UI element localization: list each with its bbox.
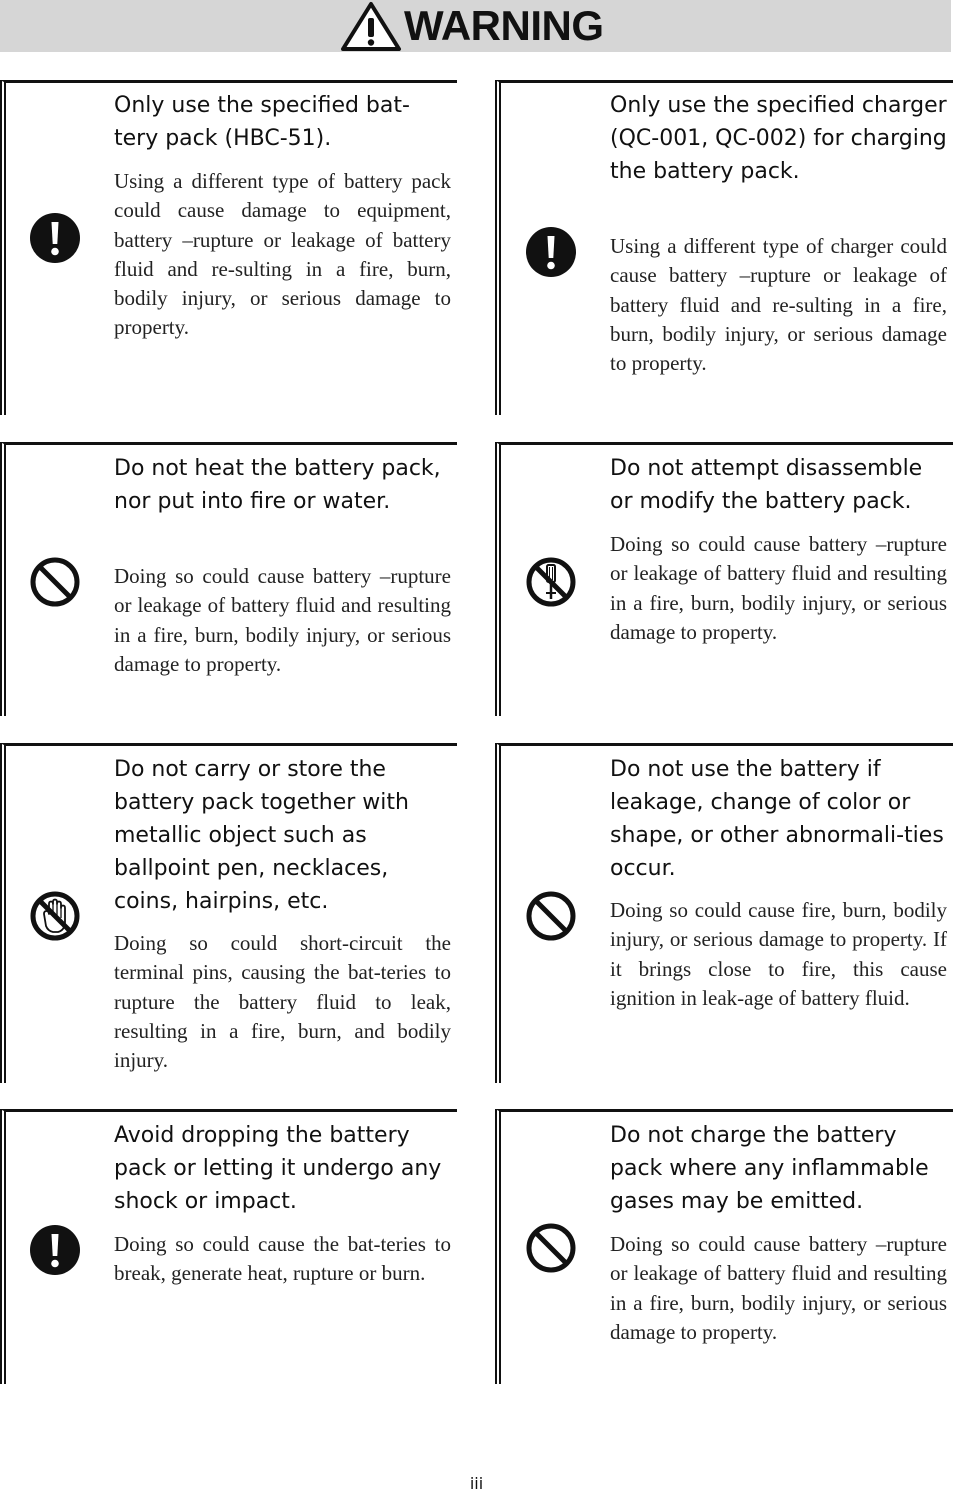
prohibited-icon — [525, 1222, 577, 1274]
warning-triangle-icon — [340, 1, 402, 51]
banner-title: WARNING — [404, 2, 604, 49]
prohibited-icon — [29, 556, 81, 608]
page-number: iii — [469, 1474, 484, 1493]
mandatory-exclamation-icon — [29, 1224, 81, 1276]
warning-body: Doing so could cause battery –rupture or leakage of battery fluid and resulting in a fire, burn, bodily injury, or serious damage to property. — [114, 564, 451, 676]
warning-body: Using a different type of battery pack could cause damage to equipment, battery –rupture or leakage of battery fluid and re-sulting in a fire, burn, bodily injury, or serious damage to property. — [114, 169, 451, 340]
warning-body: Doing so could cause fire, burn, bodily injury, or serious damage to property. If it brings close to fire, this cause ignition in leak-age of battery fluid. — [610, 898, 947, 1010]
warning-heading: Do not heat the battery pack, nor put into fire or water. — [114, 456, 441, 514]
no-touch-hand-icon — [29, 890, 81, 942]
warning-body: Doing so could short-circuit the terminal pins, causing the bat-teries to rupture the battery fluid to leak, resulting in a fire, burn, and bodily injury. — [114, 931, 451, 1073]
warning-heading: Only use the specified charger (QC-001, QC-002) for charging the battery pack. — [610, 93, 947, 184]
warning-body: Doing so could cause the bat-teries to break, generate heat, rupture or burn. — [114, 1232, 451, 1286]
prohibited-icon — [525, 890, 577, 942]
warning-body: Doing so could cause battery –rupture or leakage of battery fluid and resulting in a fire, burn, bodily injury, or serious damage to property. — [610, 1232, 947, 1344]
warning-heading: Do not carry or store the battery pack together with metallic object such as ballpoint pen, necklaces, coins, hairpins, etc. — [114, 757, 409, 914]
warning-heading: Do not use the battery if leakage, change of color or shape, or other abnormali-ties occur. — [610, 757, 944, 881]
no-disassembly-icon — [525, 556, 577, 608]
mandatory-exclamation-icon — [29, 212, 81, 264]
warning-heading: Do not charge the battery pack where any inflammable gases may be emitted. — [610, 1123, 929, 1214]
warning-body: Doing so could cause battery –rupture or leakage of battery fluid and resulting in a fire, burn, bodily injury, or serious damage to property. — [610, 532, 947, 644]
mandatory-exclamation-icon — [525, 226, 577, 278]
warning-body: Using a different type of charger could cause battery –rupture or leakage of battery fluid and re-sulting in a fire, burn, bodily injury, or serious damage to property. — [610, 234, 947, 376]
warning-heading: Only use the specified bat-tery pack (HBC-51). — [114, 93, 410, 151]
warning-heading: Do not attempt disassemble or modify the battery pack. — [610, 456, 923, 514]
warning-heading: Avoid dropping the battery pack or letting it undergo any shock or impact. — [114, 1123, 442, 1214]
warning-banner — [0, 0, 951, 52]
